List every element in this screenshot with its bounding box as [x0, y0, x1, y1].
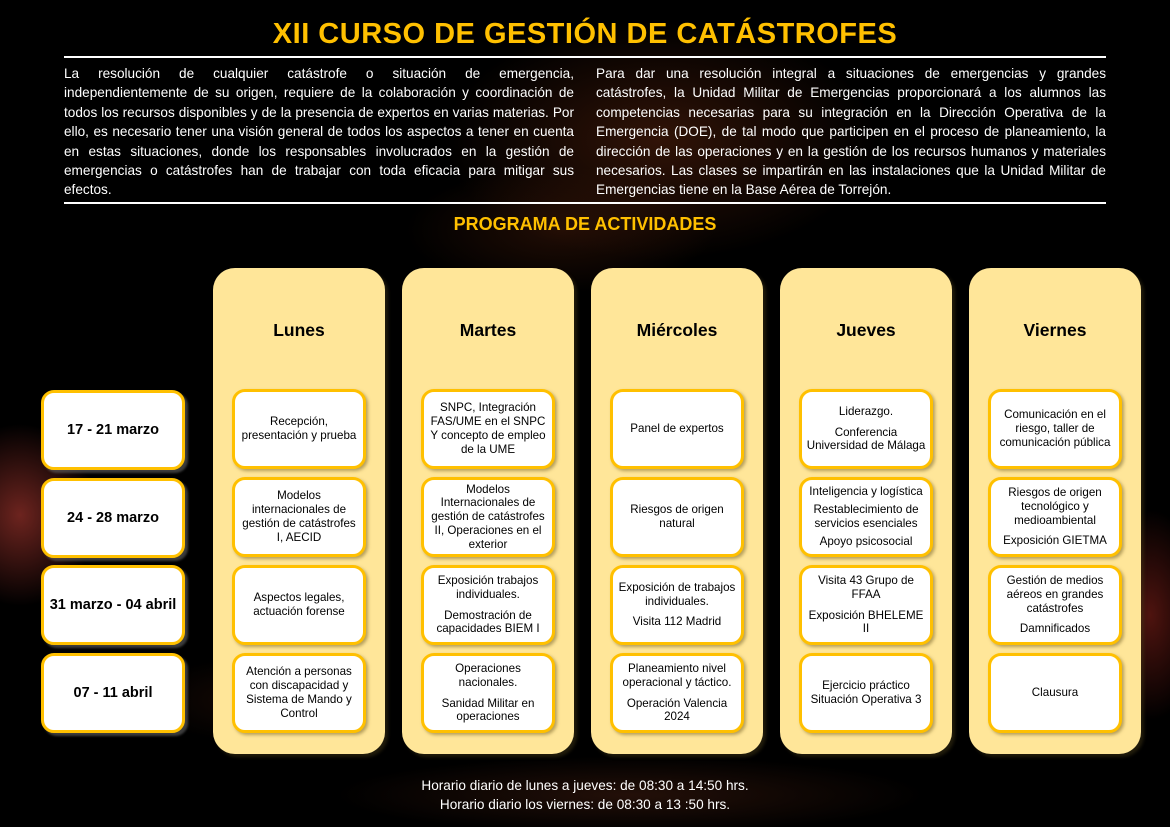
schedule-card [988, 477, 1122, 557]
schedule-card [799, 389, 933, 469]
activity-text: Demostración de capacidades BIEM I [436, 608, 540, 636]
intro-divider [64, 202, 1106, 204]
day-column-miercoles [591, 268, 763, 754]
activity-text: Liderazgo. [838, 404, 894, 418]
activity-text: Visita 112 Madrid [632, 615, 722, 629]
activity-text: Riesgos de origen tecnológico y medioambiental [1008, 485, 1102, 527]
activity-text: Operación Valencia 2024 [626, 696, 728, 724]
activity-text: Conferencia Universidad de Málaga [806, 425, 926, 453]
activity-text: Modelos internacionales de gestión de catástrofes I, AECID [242, 489, 356, 544]
intro-left-paragraph: La resolución de cualquier catástrofe o situación de emergencia, independientemente de su origen, requiere de la colaboración y coordinación de todos los recursos disponibles y de la presencia de expertos en varias materias. Por ello, es necesario tener una visión general de todos los aspectos a tener en cuenta en estas situaciones, donde los responsables involucrados en la gestión de emergencias o catástrofes han de trabajar con toda eficacia para mitigar sus efectos. [64, 66, 574, 198]
activity-text: Recepción, presentación y prueba [241, 415, 357, 442]
schedule-card [988, 565, 1122, 645]
activity-text: Atención a personas con discapacidad y Sistema de Mando y Control [246, 665, 352, 720]
hours-line-friday: Horario diario los viernes: de 08:30 a 13 :50 hrs. [439, 796, 731, 812]
activity-text: Visita 43 Grupo de FFAA [818, 573, 914, 601]
activity-text: SNPC, Integración FAS/UME en el SNPC Y concepto de empleo de la UME [430, 401, 546, 456]
day-header: Viernes [1023, 320, 1087, 340]
activity-text: Exposición de trabajos individuales. [618, 580, 736, 608]
activity-text: Panel de expertos [630, 422, 724, 436]
day-column-viernes [969, 268, 1141, 754]
page-title: XII CURSO DE GESTIÓN DE CATÁSTROFES [272, 18, 898, 50]
schedule-card [421, 389, 555, 469]
activity-text: Damnificados [1019, 622, 1091, 636]
day-header: Jueves [836, 320, 896, 340]
program-title: PROGRAMA DE ACTIVIDADES [453, 214, 717, 234]
activity-text: Exposición BHELEME II [808, 608, 924, 636]
activity-text: Riesgos de origen natural [630, 503, 724, 530]
activity-text: Exposición GIETMA [1003, 534, 1107, 548]
hours-line-weekdays: Horario diario de lunes a jueves: de 08:30 a 14:50 hrs. [421, 778, 749, 793]
schedule-card [799, 477, 933, 557]
schedule-card [232, 653, 366, 733]
activity-text: Operaciones nacionales. [455, 661, 521, 689]
activity-text: Sanidad Militar en operaciones [441, 696, 535, 724]
activity-text: Inteligencia y logística [809, 485, 923, 499]
schedule-card [610, 565, 744, 645]
title-divider [64, 56, 1106, 58]
schedule-card [610, 653, 744, 733]
schedule-card [421, 565, 555, 645]
day-header: Lunes [273, 320, 325, 340]
activity-text: Planeamiento nivel operacional y táctico. [622, 661, 732, 689]
activity-text: Comunicación en el riesgo, taller de comunicación pública [999, 408, 1111, 449]
week-date-box: 17 - 21 marzo [41, 390, 185, 470]
schedule-card [988, 653, 1122, 733]
activity-text: Restablecimiento de servicios esenciales [813, 503, 919, 530]
schedule-card [799, 653, 933, 733]
schedule-card [232, 477, 366, 557]
schedule-card [232, 565, 366, 645]
schedule-card [232, 389, 366, 469]
activity-text: Apoyo psicosocial [819, 534, 913, 548]
schedule-hours [0, 777, 1170, 814]
schedule-card [610, 389, 744, 469]
week-date-box: 24 - 28 marzo [41, 478, 185, 558]
day-column-jueves [780, 268, 952, 754]
week-date-box: 31 marzo - 04 abril [41, 565, 185, 645]
activity-text: Modelos Internacionales de gestión de catástrofes II, Operaciones en el exterior [431, 482, 545, 551]
intro-section [64, 64, 1106, 200]
day-header: Miércoles [636, 320, 718, 340]
schedule-card [421, 653, 555, 733]
week-date-box: 07 - 11 abril [41, 653, 185, 733]
activity-text: Clausura [1031, 686, 1079, 700]
day-header: Martes [459, 320, 517, 340]
activity-text: Gestión de medios aéreos en grandes catástrofes [1006, 573, 1104, 615]
activity-text: Ejercicio práctico Situación Operativa 3 [810, 679, 922, 706]
schedule-card [988, 389, 1122, 469]
day-column-martes [402, 268, 574, 754]
day-column-lunes [213, 268, 385, 754]
schedule-card [799, 565, 933, 645]
activity-text: Aspectos legales, actuación forense [253, 591, 345, 618]
schedule-card [421, 477, 555, 557]
schedule-card [610, 477, 744, 557]
intro-right-paragraph: Para dar una resolución integral a situaciones de emergencias y grandes catástrofes, la Unidad Militar de Emergencias proporcionará a los alumnos las competencias necesarias para su integración en la Dirección Operativa de la Emergencia (DOE), de tal modo que participen en el proceso de planeamiento, la dirección de las operaciones y en la gestión de los recursos humanos y materiales necesarios. Las clases se impartirán en las instalaciones que la Unidad Militar de Emergencias tiene en la Base Aérea de Torrejón. [596, 66, 1106, 198]
activity-text: Exposición trabajos individuales. [437, 573, 539, 601]
